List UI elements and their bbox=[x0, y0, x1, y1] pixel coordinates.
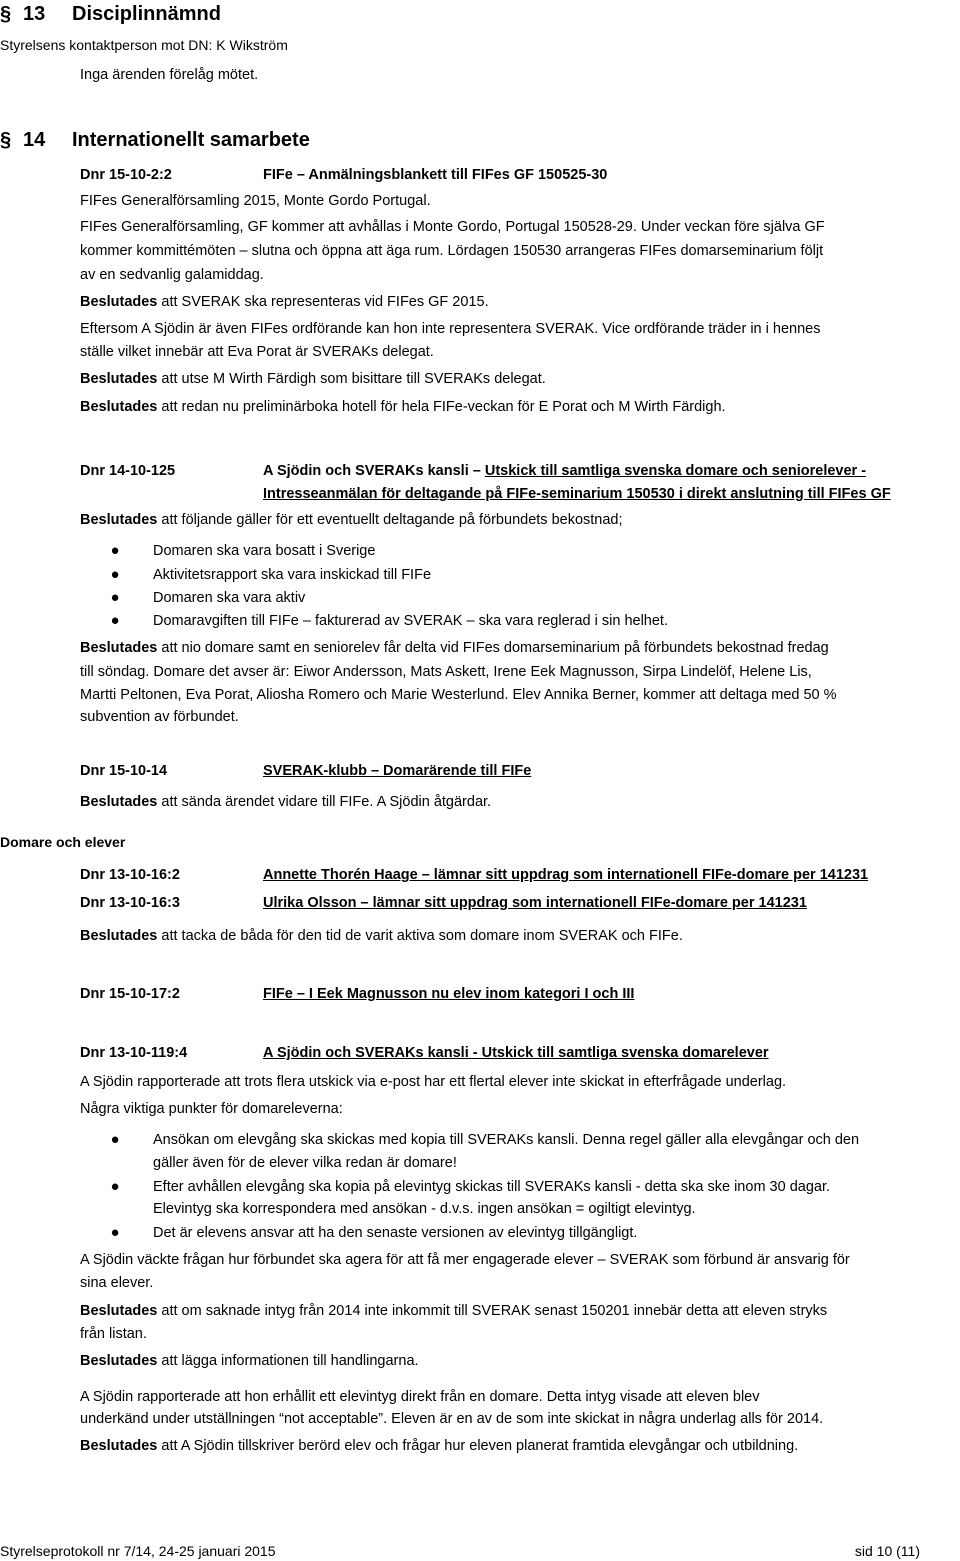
decision-text: att utse M Wirth Färdigh som bisittare till SVERAKs delegat. bbox=[157, 371, 546, 387]
item1-p3c: ställe vilket innebär att Eva Porat är SVERAKs delegat. bbox=[80, 344, 434, 360]
item4-title2: Ulrika Olsson – lämnar sitt uppdrag som internationell FIFe-domare per 141231 bbox=[263, 895, 807, 911]
decision-text: att om saknade intyg från 2014 inte inkommit till SVERAK senast 150201 innebär detta att eleven stryks bbox=[157, 1303, 828, 1319]
item2-title-b: Utskick till samtliga svenska domare och seniorelever - bbox=[484, 463, 867, 479]
decision-text: att A Sjödin tillskriver berörd elev och frågar hur eleven planerat framtida elevgångar och utbildning. bbox=[157, 1438, 799, 1454]
decision-text: att nio domare samt en seniorelev får delta vid FIFes domarseminarium på förbundets bekostnad fredag bbox=[157, 640, 829, 656]
item2-title-a: A Sjödin och SVERAKs kansli – bbox=[263, 463, 485, 479]
decision-keyword: Beslutades bbox=[80, 512, 158, 528]
item6-p4b: underkänd under utställningen “not acceptable”. Eleven är en av de som inte skickat in några underlag alls för 2014. bbox=[80, 1411, 824, 1427]
decision-text: att följande gäller för ett eventuellt deltagande på förbundets bekostnad; bbox=[157, 512, 623, 528]
item6-p3b: sina elever. bbox=[80, 1275, 154, 1291]
decision-keyword: Beslutades bbox=[80, 1303, 158, 1319]
decision-keyword: Beslutades bbox=[80, 1438, 158, 1454]
item6-title: A Sjödin och SVERAKs kansli - Utskick till samtliga svenska domarelever bbox=[263, 1045, 769, 1061]
decision-keyword: Beslutades bbox=[80, 928, 158, 944]
item5-title: FIFe – I Eek Magnusson nu elev inom kategori I och III bbox=[263, 986, 635, 1002]
decision-keyword: Beslutades bbox=[80, 640, 158, 656]
item1-p2a: FIFes Generalförsamling, GF kommer att avhållas i Monte Gordo, Portugal 150528-29. Under veckan före själva GF bbox=[80, 219, 825, 235]
decision-keyword: Beslutades bbox=[80, 794, 158, 810]
item1-p2d: av en sedvanlig galamiddag. bbox=[80, 267, 264, 283]
sub-heading: Domare och elever bbox=[0, 834, 126, 850]
item6-bullet-2-line2: Elevintyg ska korrespondera med ansökan - d.v.s. ingen ansökan = ogiltigt elevintyg. bbox=[153, 1201, 696, 1217]
item6-bullet-1-line2: gäller även för de elever vilka redan är domare! bbox=[153, 1155, 457, 1171]
item6-decision1-line2: från listan. bbox=[80, 1326, 147, 1342]
item4-dnr2: Dnr 13-10-16:3 bbox=[80, 895, 180, 911]
item6-dnr: Dnr 13-10-119:4 bbox=[80, 1045, 188, 1061]
decision-keyword: Beslutades bbox=[80, 1353, 158, 1369]
item1-p3-line1 bbox=[80, 321, 820, 338]
item2-title-line1 bbox=[263, 463, 866, 480]
decision-text: att tacka de båda för den tid de varit aktiva som domare inom SVERAK och FIFe. bbox=[157, 928, 683, 944]
item1-title: FIFe – Anmälningsblankett till FIFes GF 150525-30 bbox=[263, 167, 608, 183]
section-13-note: Inga ärenden förelåg mötet. bbox=[80, 67, 259, 83]
bullet-dot: ● bbox=[110, 589, 120, 606]
bullet-dot: ● bbox=[110, 542, 120, 559]
item4-dnr1: Dnr 13-10-16:2 bbox=[80, 867, 180, 883]
bullet-dot: ● bbox=[110, 1224, 120, 1241]
footer-page-number: sid 10 (11) bbox=[854, 1543, 920, 1559]
item1-decision3 bbox=[80, 399, 726, 416]
section-14-number: 14 bbox=[23, 129, 46, 151]
decision-keyword: Beslutades bbox=[80, 399, 158, 415]
item6-bullet-3-line1: Det är elevens ansvar att ha den senaste versionen av elevintyg tillgängligt. bbox=[153, 1225, 638, 1241]
item1-p1: FIFes Generalförsamling 2015, Monte Gordo Portugal. bbox=[80, 193, 431, 209]
item6-p1: A Sjödin rapporterade att trots flera utskick via e-post har ett flertal elever inte skickat in efterfrågade underlag. bbox=[80, 1074, 787, 1090]
item2-bullet-1: Domaren ska vara bosatt i Sverige bbox=[153, 543, 376, 559]
item6-bullet-1-line1: Ansökan om elevgång ska skickas med kopia till SVERAKs kansli. Denna regel gäller alla elevgångar och den bbox=[153, 1132, 860, 1148]
section-13-number: 13 bbox=[23, 3, 46, 25]
decision-keyword: Beslutades bbox=[80, 294, 158, 310]
decision-text: att lägga informationen till handlingarna. bbox=[157, 1353, 419, 1369]
item6-decision2 bbox=[80, 1353, 419, 1370]
item2-bullet-2: Aktivitetsrapport ska vara inskickad till FIFe bbox=[153, 567, 432, 583]
item6-p3a: A Sjödin väckte frågan hur förbundet ska agera för att få mer engagerade elever – SVERAK som förbund är ansvarig för bbox=[80, 1252, 850, 1268]
item2-dnr: Dnr 14-10-125 bbox=[80, 463, 176, 479]
item1-decision2 bbox=[80, 371, 546, 388]
item4-title1: Annette Thorén Haage – lämnar sitt uppdrag som internationell FIFe-domare per 141231 bbox=[263, 867, 869, 883]
decision-text: att redan nu preliminärboka hotell för hela FIFe-veckan för E Porat och M Wirth Färdigh. bbox=[157, 399, 726, 415]
item6-decision1-line1 bbox=[80, 1303, 827, 1320]
item2-decision2-line3: Martti Peltonen, Eva Porat, Aliosha Romero och Marie Westerlund. Elev Annika Berner, kommer att deltaga med 50 % bbox=[80, 687, 837, 703]
footer-left: Styrelseprotokoll nr 7/14, 24-25 januari 2015 bbox=[0, 1543, 276, 1559]
item2-decision2-line4: subvention av förbundet. bbox=[80, 709, 239, 725]
item3-decision bbox=[80, 794, 491, 811]
item2-decision1 bbox=[80, 512, 623, 529]
item2-title-c: Intresseanmälan för deltagande på FIFe-seminarium 150530 i direkt anslutning till FIFes GF bbox=[263, 486, 891, 502]
section-13-title: Disciplinnämnd bbox=[72, 3, 221, 25]
item1-dnr: Dnr 15-10-2:2 bbox=[80, 167, 172, 183]
item6-decision3 bbox=[80, 1438, 798, 1455]
item1-p2b: kommer kommittémöten – slutna och öppna att äga rum. bbox=[80, 243, 444, 259]
item1-p3b: Vice ordförande träder in i hennes bbox=[598, 321, 821, 337]
section-14-title: Internationellt samarbete bbox=[72, 129, 310, 151]
section-14-symbol: § bbox=[0, 129, 12, 151]
decision-text: att SVERAK ska representeras vid FIFes GF 2015. bbox=[157, 294, 489, 310]
item1-p3a: Eftersom A Sjödin är även FIFes ordförande kan hon inte representera SVERAK. bbox=[80, 321, 599, 337]
item1-p2-line2 bbox=[80, 243, 823, 260]
bullet-dot: ● bbox=[110, 1131, 120, 1148]
bullet-dot: ● bbox=[110, 1178, 120, 1195]
section-13-symbol: § bbox=[0, 3, 12, 25]
bullet-dot: ● bbox=[110, 566, 120, 583]
item6-p2: Några viktiga punkter för domareleverna: bbox=[80, 1101, 343, 1117]
section-13-contact: Styrelsens kontaktperson mot DN: K Wikström bbox=[0, 37, 288, 53]
item1-p2c: Lördagen 150530 arrangeras FIFes domarseminarium följt bbox=[447, 243, 824, 259]
bullet-dot: ● bbox=[110, 612, 120, 629]
item2-bullet-3: Domaren ska vara aktiv bbox=[153, 590, 306, 606]
item6-p4a: A Sjödin rapporterade att hon erhållit ett elevintyg direkt från en domare. Detta intyg visade att eleven blev bbox=[80, 1389, 760, 1405]
item2-decision2-line2: till söndag. Domare det avser är: Eiwor Andersson, Mats Askett, Irene Eek Magnusson, Sirpa Lindelöf, Helene Lis, bbox=[80, 664, 812, 680]
item2-bullet-4: Domaravgiften till FIFe – fakturerad av SVERAK – ska vara reglerad i sin helhet. bbox=[153, 613, 668, 629]
item1-decision1 bbox=[80, 294, 489, 311]
decision-keyword: Beslutades bbox=[80, 371, 158, 387]
item2-decision2-line1 bbox=[80, 640, 829, 657]
item6-bullet-2-line1: Efter avhållen elevgång ska kopia på elevintyg skickas till SVERAKs kansli - detta ska ske inom 30 dagar. bbox=[153, 1179, 831, 1195]
decision-text: att sända ärendet vidare till FIFe. A Sjödin åtgärdar. bbox=[157, 794, 492, 810]
item4-decision bbox=[80, 928, 683, 945]
item3-title: SVERAK-klubb – Domarärende till FIFe bbox=[263, 763, 532, 779]
item5-dnr: Dnr 15-10-17:2 bbox=[80, 986, 180, 1002]
item3-dnr: Dnr 15-10-14 bbox=[80, 763, 168, 779]
